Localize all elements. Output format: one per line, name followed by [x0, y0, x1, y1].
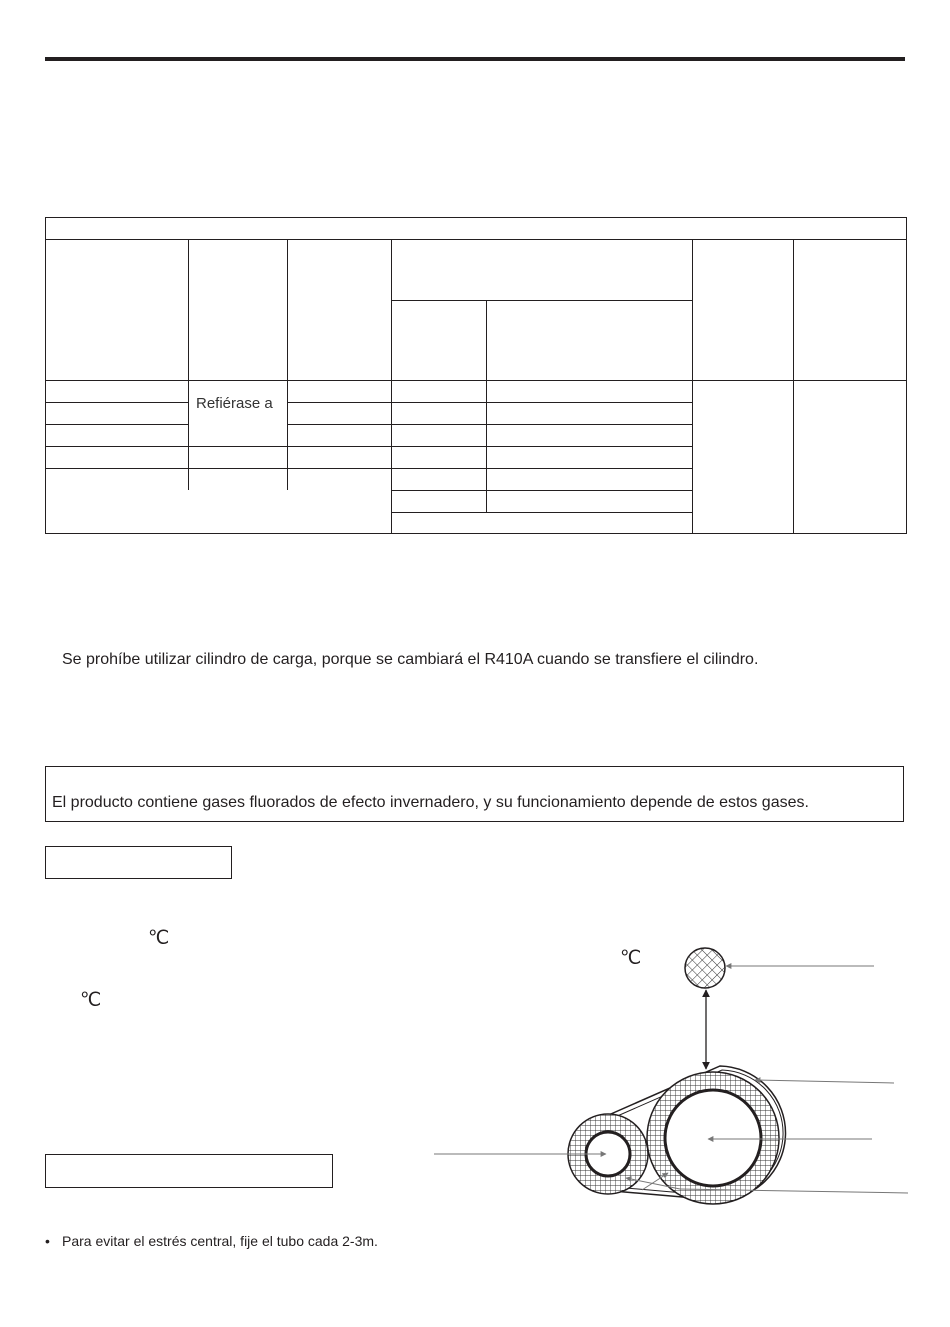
celsius-symbol-1: ℃	[148, 928, 170, 949]
table-grid	[45, 217, 907, 534]
section-label-box-1	[45, 846, 232, 879]
bullet-dot: •	[45, 1233, 50, 1249]
charging-warning: Se prohíbe utilizar cilindro de carga, porque se cambiará el R410A cuando se transfiere el cilindro.	[62, 651, 759, 668]
bullet-text: Para evitar el estrés central, fije el tubo cada 2-3m.	[62, 1233, 378, 1249]
celsius-symbol-2: ℃	[80, 990, 102, 1011]
celsius-symbol-3: ℃	[620, 948, 642, 969]
header-rule	[45, 57, 905, 61]
section-label-box-2	[45, 1154, 333, 1188]
table-cell-merged: Refiérase a	[196, 395, 273, 412]
bullet-item	[45, 1233, 378, 1249]
signal-cable	[685, 948, 725, 988]
large-pipe	[665, 1090, 761, 1186]
leader-wrap-tape	[755, 1080, 894, 1083]
refrigerant-table	[45, 217, 907, 534]
notice-text: El producto contiene gases fluorados de efecto invernadero, y su funcionamiento depende de estos gases.	[52, 794, 809, 811]
pipe-cross-section	[430, 935, 930, 1225]
pipe-insulation-diagram	[430, 935, 930, 1225]
